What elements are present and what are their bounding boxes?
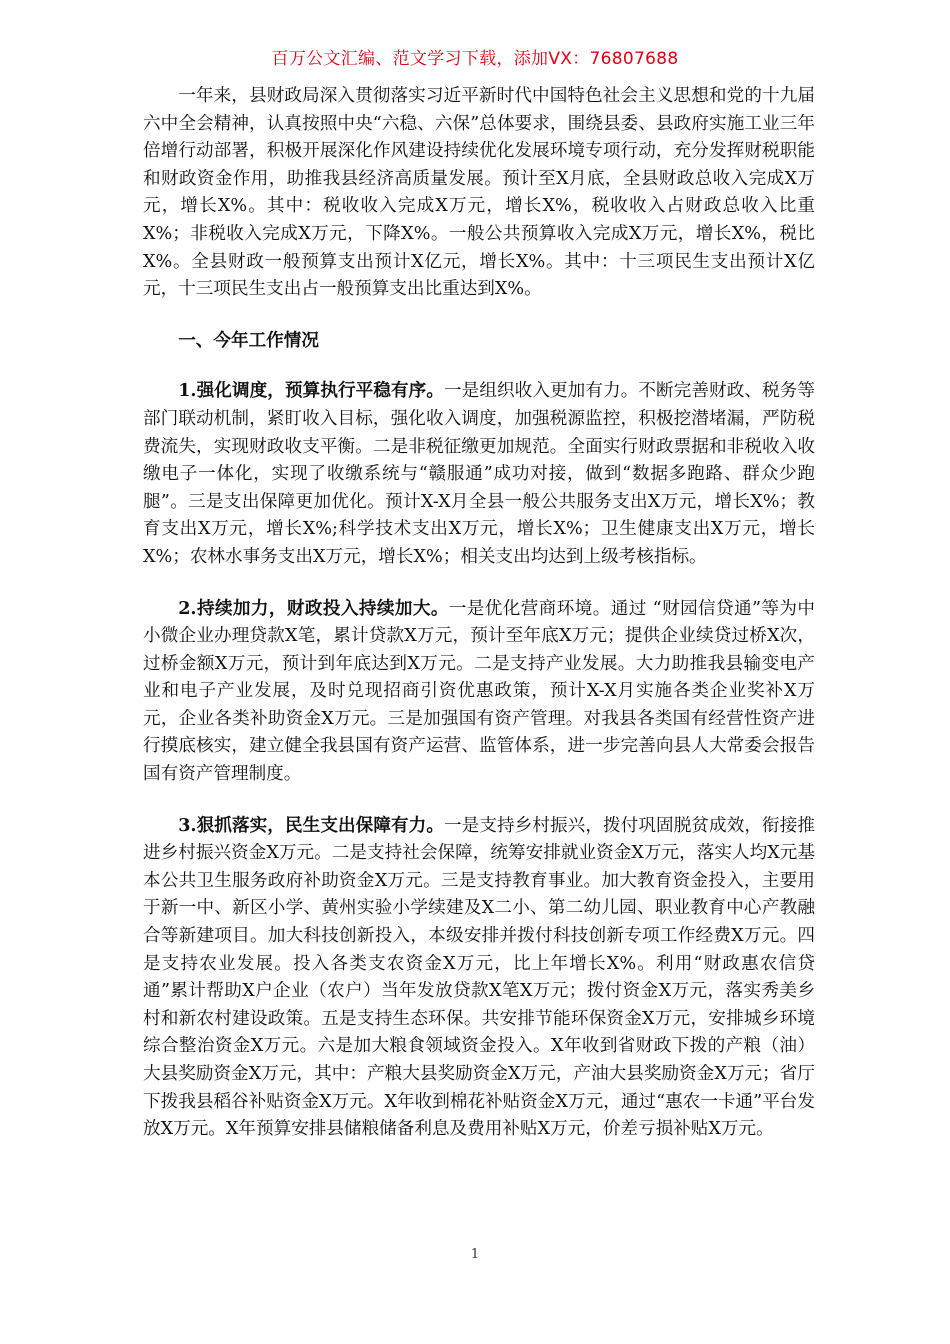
work-item-lead: 2.持续加力，财政投入持续加大。 — [178, 597, 449, 619]
intro-paragraph: 一年来，县财政局深入贯彻落实习近平新时代中国特色社会主义思想和党的十九届六中全会精神，认真按照中央“六稳、六保”总体要求，围绕县委、县政府实施工业三年倍增行动部署，积极开展深化作风建设持续优化发展环境专项行动，充分发挥财税职能和财政资金作用，助推我县经济高质量发展。预计至X月底，全县财政总收入完成X万元，增长X%。其中：税收收入完成X万元，增长X%，税收收入占财政总收入比重X%；非税收入完成X万元，下降X%。一般公共预算收入完成X万元，增长X%，税比X%。全县财政一般预算支出预计X亿元，增长X%。其中：十三项民生支出预计X亿元，十三项民生支出占一般预算支出比重达到X%。 — [143, 86, 815, 300]
work-item-paragraph — [143, 812, 815, 1144]
work-item-body: 一是支持乡村振兴，拨付巩固脱贫成效，衔接推进乡村振兴资金X万元。二是支持社会保障，统筹安排就业资金X万元，落实人均X元基本公共卫生服务政府补助资金X万元。三是支持教育事业。加大教育资金投入，主要用于新一中、新区小学、黄州实验小学续建及X二小、第二幼儿园、职业教育中心产教融合等新建项目。加大科技创新投入，本级安排并拨付科技创新专项工作经费X万元。四是支持农业发展。投入各类支农资金X万元，比上年增长X%。利用“财政惠农信贷通”累计帮助X户企业（农户）当年发放贷款X笔X万元；拨付资金X万元，落实秀美乡村和新农村建设政策。五是支持生态环保。共安排节能环保资金X万元，安排城乡环境综合整治资金X万元。六是加大粮食领域资金投入。X年收到省财政下拨的产粮（油）大县奖励资金X万元，其中：产粮大县奖励资金X万元，产油大县奖励资金X万元；省厅下拨我县稻谷补贴资金X万元。X年收到棉花补贴资金X万元，通过“惠农一卡通”平台发放X万元。X年预算安排县储粮储备利息及费用补贴X万元，价差亏损补贴X万元。 — [143, 815, 815, 1140]
document-body — [143, 83, 815, 1144]
work-item-body: 一是优化营商环境。通过 “财园信贷通”等为中小微企业办理贷款X笔，累计贷款X万元，预计至年底X万元；提供企业续贷过桥X次，过桥金额X万元，预计到年底达到X万元。二是支持产业发展。大力助推我县输变电产业和电子产业发展，及时兑现招商引资优惠政策，预计X-X月实施各类企业奖补X万元，企业各类补助资金X万元。三是加强国有资产管理。对我县各类国有经营性资产进行摸底核实，建立健全我县国有资产运营、监管体系，进一步完善向县人大常委会报告国有资产管理制度。 — [143, 598, 815, 785]
work-item-lead: 3.狠抓落实，民生支出保障有力。 — [178, 814, 444, 836]
page-number: 1 — [470, 1247, 480, 1262]
work-item-paragraph — [143, 595, 815, 789]
section-heading: 一、今年工作情况 — [178, 329, 319, 351]
download-banner: 百万公文汇编、范文学习下载，添加VX：76807688 — [271, 49, 679, 69]
work-item-lead: 1.强化调度，预算执行平稳有序。 — [178, 380, 444, 402]
work-item-paragraph — [143, 377, 815, 571]
work-item-body: 一是组织收入更加有力。不断完善财政、税务等部门联动机制，紧盯收入目标，强化收入调度，加强税源监控，积极挖潜堵漏，严防税费流失，实现财政收支平衡。二是非税征缴更加规范。全面实行财政票据和非税收入收缴电子一体化，实现了收缴系统与“赣服通”成功对接，做到“数据多跑路、群众少跑腿”。三是支出保障更加优化。预计X-X月全县一般公共服务支出X万元，增长X%；教育支出X万元，增长X%;科学技术支出X万元，增长X%；卫生健康支出X万元，增长X%；农林水事务支出X万元，增长X%；相关支出均达到上级考核指标。 — [143, 381, 815, 567]
